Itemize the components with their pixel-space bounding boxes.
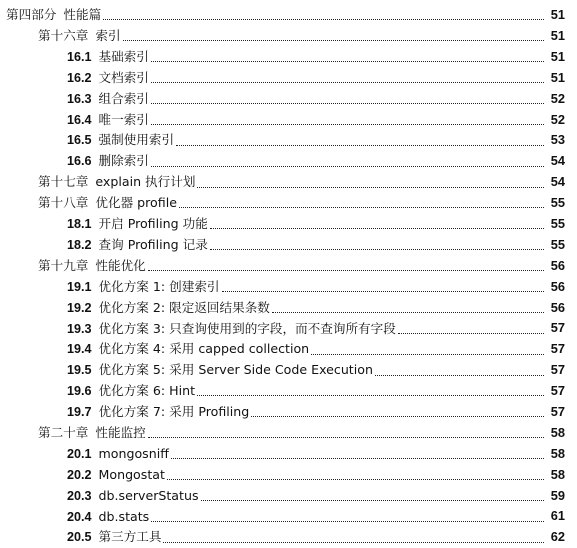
toc-entry-number: 16.3: [67, 91, 92, 106]
toc-entry-page: 57: [550, 403, 565, 419]
toc-entry-text: 优化方案 6: Hint: [98, 383, 196, 399]
toc-entry-number: 19.1: [67, 279, 92, 294]
toc-entry-text: 优化方案 2: 限定返回结果条数: [98, 299, 270, 315]
toc-entry-title: [38, 257, 146, 273]
toc-entry-title: [67, 278, 220, 294]
toc-entry-page: 58: [550, 424, 565, 440]
toc-entry-page: 54: [550, 174, 565, 190]
toc-entry-number: 19.6: [67, 384, 92, 399]
toc-entry[interactable]: [0, 506, 577, 527]
toc-entry-text: 优化方案 3: 只查询使用到的字段，而不查询所有字段: [98, 320, 396, 336]
toc-entry-title: [67, 218, 208, 231]
toc-entry-number: 16.4: [67, 112, 92, 127]
toc-entry-number: 16.6: [67, 154, 92, 169]
toc-entry-title: [38, 30, 121, 43]
toc-entry-text: 优化方案 4: 采用 capped collection: [98, 341, 310, 357]
toc-entry-title: [67, 69, 149, 85]
toc-entry-number: 16.1: [67, 49, 92, 64]
toc-entry-text: 优化器 profile: [95, 195, 177, 211]
toc-entry-page: 58: [550, 445, 565, 461]
toc-entry-title: [38, 197, 177, 210]
toc-entry-number: 第十九章: [38, 257, 89, 273]
toc-entry-text: db.serverStatus: [98, 487, 199, 503]
toc-entry-number: 16.2: [67, 70, 92, 85]
toc-entry-page: 55: [550, 195, 565, 211]
toc-entry[interactable]: [0, 381, 577, 402]
toc-entry-page: 58: [550, 466, 565, 482]
toc-entry-page: 51: [550, 69, 565, 85]
toc-entry-text: 索引: [95, 28, 121, 44]
dot-leader: [151, 520, 544, 522]
dot-leader: [151, 165, 544, 167]
toc-entry-text: 性能篇: [63, 7, 102, 23]
toc-entry-number: 18.2: [67, 237, 92, 252]
toc-entry-number: 20.1: [67, 446, 92, 461]
toc-entry[interactable]: [0, 256, 577, 277]
toc-entry-title: [67, 320, 396, 336]
toc-entry-title: [67, 299, 270, 315]
toc-entry-number: 20.3: [67, 488, 92, 503]
toc-entry-title: [38, 176, 195, 189]
dot-leader: [148, 436, 544, 438]
toc-entry-text: 唯一索引: [98, 111, 149, 127]
toc-entry-number: 20.2: [67, 467, 92, 482]
toc-entry-number: 第四部分: [6, 7, 57, 23]
toc-entry-title: [67, 364, 373, 377]
toc-entry-title: [67, 385, 195, 398]
toc-entry[interactable]: [0, 172, 577, 193]
dot-leader: [151, 102, 544, 104]
toc-entry-text: 性能优化: [95, 257, 146, 273]
toc-entry[interactable]: [0, 339, 577, 360]
dot-leader: [222, 290, 544, 292]
toc-entry-page: 57: [550, 341, 565, 357]
toc-entry[interactable]: [0, 130, 577, 151]
toc-entry[interactable]: [0, 360, 577, 381]
dot-leader: [251, 415, 544, 417]
toc-entry-number: 第十七章: [38, 174, 89, 190]
toc-entry-number: 19.7: [67, 405, 92, 420]
toc-entry[interactable]: [0, 26, 577, 47]
toc-entry-page: 54: [550, 153, 565, 169]
dot-leader: [167, 478, 544, 480]
toc-entry-title: [67, 343, 309, 356]
toc-entry-page: 55: [550, 236, 565, 252]
toc-entry-page: 62: [550, 529, 565, 545]
toc-entry-text: 基础索引: [98, 48, 149, 64]
toc-entry-page: 52: [550, 111, 565, 127]
toc-entry[interactable]: [0, 151, 577, 172]
toc-entry[interactable]: [0, 109, 577, 130]
toc-entry-page: 59: [550, 487, 565, 503]
toc-entry-text: explain 执行计划: [95, 174, 196, 190]
toc-entry-title: [67, 487, 199, 503]
toc-entry-title: [67, 508, 150, 524]
toc-entry-number: 18.1: [67, 217, 92, 232]
toc-entry-number: 19.4: [67, 342, 92, 357]
toc-entry-text: 第三方工具: [98, 529, 162, 545]
toc-entry-text: 删除索引: [98, 153, 149, 169]
toc-entry-number: 16.5: [67, 133, 92, 148]
dot-leader: [103, 18, 544, 20]
toc-entry-title: [67, 90, 149, 106]
toc-entry-page: 61: [550, 508, 565, 524]
dot-leader: [398, 332, 544, 334]
toc-entry-text: 查询 Profiling 记录: [98, 236, 208, 252]
toc-entry[interactable]: [0, 297, 577, 318]
toc-entry-number: 19.5: [67, 363, 92, 378]
toc-entry-number: 20.5: [67, 530, 92, 545]
toc-entry-text: 优化方案 5: 采用 Server Side Code Execution: [98, 362, 373, 378]
toc-entry-page: 51: [550, 27, 565, 43]
toc-entry[interactable]: [0, 235, 577, 256]
toc-entry[interactable]: [0, 465, 577, 486]
dot-leader: [148, 269, 544, 271]
dot-leader: [201, 499, 544, 501]
toc-entry-number: 第二十章: [38, 424, 89, 440]
toc-entry[interactable]: [0, 527, 577, 548]
toc-entry[interactable]: [0, 485, 577, 506]
toc-entry[interactable]: [0, 5, 577, 26]
toc-entry-page: 55: [550, 215, 565, 231]
toc-entry-text: db.stats: [98, 508, 150, 524]
dot-leader: [151, 81, 544, 83]
toc-entry-number: 第十八章: [38, 195, 89, 211]
dot-leader: [210, 248, 544, 250]
toc-entry[interactable]: [0, 47, 577, 68]
dot-leader: [375, 374, 544, 376]
toc-entry-title: [67, 134, 174, 147]
toc-entry-text: 组合索引: [98, 90, 149, 106]
toc-entry[interactable]: [0, 444, 577, 465]
toc-entry-page: 57: [550, 362, 565, 378]
dot-leader: [311, 353, 544, 355]
dot-leader: [151, 123, 544, 125]
dot-leader: [210, 227, 544, 229]
toc-entry[interactable]: [0, 402, 577, 423]
dot-leader: [171, 457, 544, 459]
toc-entry-title: [38, 424, 146, 440]
dot-leader: [272, 311, 544, 313]
dot-leader: [176, 144, 544, 146]
toc-entry[interactable]: [0, 318, 577, 339]
toc-entry-title: [67, 406, 249, 419]
toc-entry[interactable]: [0, 193, 577, 214]
dot-leader: [163, 541, 544, 543]
toc-entry-title: [67, 48, 149, 64]
toc-entry-number: 19.3: [67, 321, 92, 336]
dot-leader: [197, 394, 544, 396]
toc-entry-text: 优化方案 7: 采用 Profiling: [98, 404, 250, 420]
toc-entry-page: 51: [550, 48, 565, 64]
toc-entry-text: mongosniff: [98, 445, 169, 461]
toc-entry-text: Mongostat: [98, 466, 165, 482]
toc-entry-number: 第十六章: [38, 28, 89, 44]
toc-entry-page: 57: [550, 320, 565, 336]
toc-entry-page: 56: [550, 299, 565, 315]
dot-leader: [151, 60, 544, 62]
toc-entry-text: 开启 Profiling 功能: [98, 216, 208, 232]
toc-entry-page: 56: [550, 278, 565, 294]
toc-entry-number: 19.2: [67, 300, 92, 315]
toc-entry-title: [67, 466, 165, 482]
toc-entry-page: 53: [550, 132, 565, 148]
dot-leader: [197, 186, 544, 188]
toc-entry[interactable]: [0, 277, 577, 298]
toc-entry[interactable]: [0, 214, 577, 235]
toc-entry-title: [67, 111, 149, 127]
toc-entry-text: 文档索引: [98, 69, 149, 85]
toc-entry-title: [67, 445, 169, 461]
toc-entry-page: 51: [550, 7, 565, 23]
toc-entry-page: 52: [550, 90, 565, 106]
toc-entry-text: 强制使用索引: [98, 132, 175, 148]
toc-entry-text: 优化方案 1: 创建索引: [98, 278, 220, 294]
toc-entry-title: [67, 531, 161, 544]
dot-leader: [123, 39, 544, 41]
toc-entry-title: [67, 236, 208, 252]
toc-entry[interactable]: [0, 68, 577, 89]
toc-entry-title: [67, 155, 149, 168]
toc-entry-number: 20.4: [67, 509, 92, 524]
toc-entry-text: 性能监控: [95, 424, 146, 440]
toc-entry[interactable]: [0, 89, 577, 110]
toc-entry-page: 57: [550, 383, 565, 399]
toc-entry-page: 56: [550, 257, 565, 273]
dot-leader: [179, 206, 544, 208]
toc-entry[interactable]: [0, 423, 577, 444]
toc-entry-title: [6, 9, 101, 22]
